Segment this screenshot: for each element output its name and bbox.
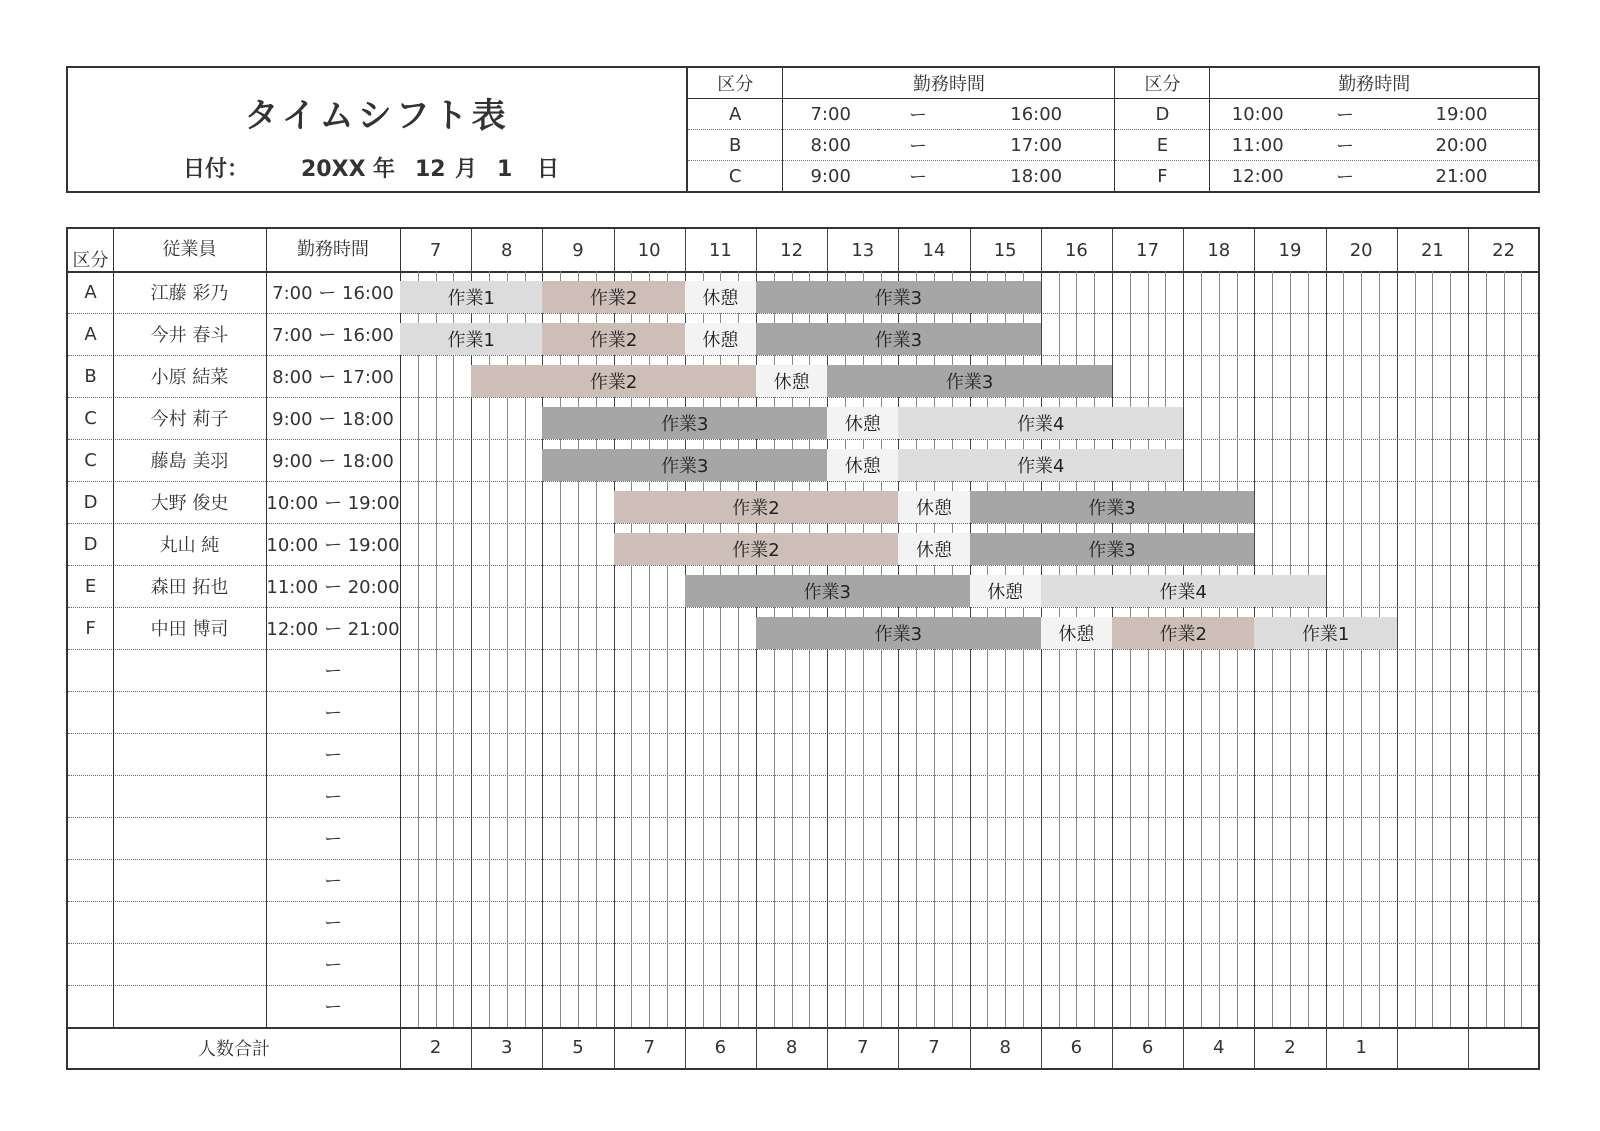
legend-end: 19:00 [1385, 99, 1538, 130]
column-header-employee: 従業員 [162, 239, 217, 260]
row-work-hours-empty: ー [324, 703, 342, 724]
legend-dash: ー [908, 167, 927, 188]
hour-label: 21 [1420, 239, 1444, 261]
quarter-hour-line [1486, 271, 1487, 1027]
quarter-hour-line [1201, 271, 1202, 1027]
row-category: A [84, 281, 97, 303]
shift-segment-bar[interactable]: 休憩 [756, 365, 827, 397]
shift-segment-bar[interactable]: 休憩 [898, 533, 969, 565]
shift-segment-bar[interactable]: 作業4 [898, 449, 1183, 481]
quarter-hour-line [1343, 271, 1344, 1027]
total-label: 人数合計 [198, 1038, 270, 1060]
legend-cat: F [1115, 161, 1210, 192]
shift-legend [688, 68, 1538, 191]
shift-segment-bar[interactable]: 作業3 [970, 533, 1255, 565]
legend-cat: E [1115, 130, 1210, 161]
quarter-hour-line [1219, 271, 1220, 1027]
shift-segment-bar[interactable]: 作業3 [685, 575, 970, 607]
shift-segment-bar[interactable]: 休憩 [1041, 617, 1112, 649]
legend-header-hours: 勤務時間 [783, 68, 1115, 99]
hour-line [1397, 229, 1398, 1068]
quarter-hour-line [1504, 271, 1505, 1027]
row-work-hours: 10:00 ー 19:00 [266, 493, 400, 514]
row-category: C [84, 407, 97, 429]
quarter-hour-line [1290, 271, 1291, 1027]
legend-start: 7:00 [783, 99, 878, 130]
quarter-hour-line [1521, 271, 1522, 1027]
quarter-hour-line [1432, 271, 1433, 1027]
shift-segment-bar[interactable]: 作業2 [471, 365, 756, 397]
shift-segment-bar[interactable]: 作業3 [827, 365, 1112, 397]
hour-label: 11 [708, 239, 732, 261]
legend-row [688, 99, 1538, 130]
quarter-hour-line [1415, 271, 1416, 1027]
total-count: 2 [429, 1037, 442, 1058]
shift-segment-bar[interactable]: 休憩 [898, 491, 969, 523]
shift-segment-bar[interactable]: 作業3 [970, 491, 1255, 523]
shift-segment-bar[interactable]: 休憩 [685, 323, 756, 355]
row-employee-name: 今村 莉子 [150, 409, 229, 430]
legend-cat: D [1115, 99, 1210, 130]
shift-segment-bar[interactable]: 作業3 [542, 407, 827, 439]
hour-line [1468, 229, 1469, 1068]
shift-segment-bar[interactable]: 休憩 [827, 407, 898, 439]
row-work-hours-empty: ー [324, 829, 342, 850]
legend-dash: ー [1335, 167, 1354, 188]
hour-label: 22 [1492, 239, 1516, 261]
hour-label: 8 [501, 239, 513, 261]
hour-label: 15 [993, 239, 1017, 261]
row-work-hours-empty: ー [324, 871, 342, 892]
row-work-hours: 10:00 ー 19:00 [266, 535, 400, 556]
shift-segment-bar[interactable]: 作業2 [542, 281, 684, 313]
shift-segment-bar[interactable]: 作業1 [400, 323, 542, 355]
quarter-hour-line [1165, 271, 1166, 1027]
total-count: 4 [1213, 1037, 1225, 1058]
legend-end: 16:00 [958, 99, 1115, 130]
total-count: 8 [785, 1037, 798, 1058]
quarter-hour-line [436, 271, 437, 1027]
shift-segment-bar[interactable]: 作業1 [1254, 617, 1396, 649]
legend-end: 18:00 [958, 161, 1115, 192]
total-count: 6 [714, 1037, 727, 1058]
legend-cat: A [688, 99, 783, 130]
row-work-hours: 7:00 ー 16:00 [272, 283, 394, 304]
quarter-hour-line [453, 271, 454, 1027]
row-category: D [83, 491, 98, 513]
hour-label: 10 [637, 239, 661, 261]
legend-header-category: 区分 [688, 68, 783, 99]
legend-start: 10:00 [1210, 99, 1305, 130]
quarter-hour-line [1450, 271, 1451, 1027]
row-employee-name: 小原 結菜 [150, 367, 229, 388]
row-work-hours: 12:00 ー 21:00 [266, 619, 400, 640]
shift-segment-bar[interactable]: 作業2 [542, 323, 684, 355]
date-label: 日付： [183, 157, 250, 182]
total-count: 6 [1141, 1037, 1154, 1058]
legend-start: 11:00 [1210, 130, 1305, 161]
row-category: B [84, 365, 97, 387]
shift-segment-bar[interactable]: 作業3 [756, 323, 1041, 355]
row-employee-name: 藤島 美羽 [150, 451, 229, 472]
row-employee-name: 大野 俊史 [150, 493, 229, 514]
row-employee-name: 森田 拓也 [150, 577, 229, 598]
legend-row [688, 161, 1538, 192]
legend-row [688, 130, 1538, 161]
shift-segment-bar[interactable]: 作業3 [756, 281, 1041, 313]
total-count: 7 [857, 1037, 869, 1058]
row-category: E [84, 575, 97, 597]
shift-segment-bar[interactable]: 休憩 [685, 281, 756, 313]
shift-segment-bar[interactable]: 作業2 [1112, 617, 1254, 649]
shift-segment-bar[interactable]: 休憩 [827, 449, 898, 481]
row-work-hours: 9:00 ー 18:00 [272, 451, 394, 472]
row-work-hours: 8:00 ー 17:00 [272, 367, 394, 388]
header-block [66, 66, 1540, 193]
row-category: A [84, 323, 97, 345]
row-work-hours: 11:00 ー 20:00 [266, 577, 400, 598]
legend-start: 12:00 [1231, 165, 1284, 187]
date-month-unit: 月 [455, 157, 478, 182]
row-work-hours-empty: ー [324, 955, 342, 976]
total-count: 7 [928, 1037, 940, 1058]
row-category: F [85, 617, 96, 639]
row-employee-name: 江藤 彩乃 [150, 283, 229, 304]
total-count: 7 [643, 1037, 655, 1058]
total-count [1468, 1027, 1539, 1068]
shift-legend-table [688, 68, 1538, 191]
row-employee-name: 丸山 純 [159, 535, 220, 556]
quarter-hour-line [1237, 271, 1238, 1027]
hour-label: 16 [1064, 239, 1088, 261]
quarter-hour-line [1308, 271, 1309, 1027]
legend-cat: B [688, 130, 783, 161]
quarter-hour-line [418, 271, 419, 1027]
row-category: D [83, 533, 98, 555]
legend-start: 8:00 [783, 130, 878, 161]
quarter-hour-line [1379, 271, 1380, 1027]
total-count: 1 [1355, 1037, 1367, 1058]
legend-header-category-2: 区分 [1115, 68, 1210, 99]
page-title: タイムシフト表 [244, 96, 510, 136]
row-work-hours-empty: ー [324, 661, 342, 682]
shift-segment-bar[interactable]: 作業3 [756, 617, 1041, 649]
hour-label: 17 [1136, 239, 1160, 261]
legend-end: 17:00 [958, 130, 1115, 161]
hour-label: 12 [780, 239, 804, 261]
hour-label: 14 [922, 239, 946, 261]
legend-start: 9:00 [810, 165, 851, 187]
quarter-hour-line [1361, 271, 1362, 1027]
legend-dash: ー [878, 130, 958, 161]
column-header-hours: 勤務時間 [297, 239, 369, 260]
shift-segment-bar[interactable]: 休憩 [970, 575, 1041, 607]
hour-label: 9 [572, 239, 584, 261]
shift-segment-bar[interactable]: 作業4 [898, 407, 1183, 439]
row-employee-name: 中田 博司 [150, 619, 229, 640]
shift-segment-bar[interactable]: 作業4 [1041, 575, 1326, 607]
legend-cat: C [688, 161, 783, 192]
row-work-hours: 9:00 ー 18:00 [272, 409, 394, 430]
quarter-hour-line [1130, 271, 1131, 1027]
row-work-hours: 7:00 ー 16:00 [272, 325, 394, 346]
total-count: 2 [1284, 1037, 1296, 1058]
date-year-unit: 年 [373, 157, 396, 182]
hour-label: 7 [429, 239, 442, 261]
total-count: 8 [999, 1037, 1011, 1058]
total-count: 5 [572, 1037, 584, 1058]
quarter-hour-line [1148, 271, 1149, 1027]
date-day: 1 [497, 157, 513, 182]
date-year: 20XX [301, 157, 366, 182]
date-day-unit: 日 [537, 157, 560, 182]
shift-segment-bar[interactable]: 作業2 [614, 533, 899, 565]
legend-end: 20:00 [1385, 130, 1538, 161]
column-header-category: 区分 [72, 250, 109, 271]
row-work-hours-empty: ー [324, 745, 342, 766]
shift-segment-bar[interactable]: 作業1 [400, 281, 542, 313]
row-work-hours-empty: ー [324, 997, 342, 1018]
legend-header-hours-2: 勤務時間 [1210, 68, 1538, 99]
date-row [183, 152, 579, 183]
total-count [1397, 1027, 1468, 1068]
legend-dash: ー [878, 99, 958, 130]
legend-dash: ー [1305, 130, 1385, 161]
legend-header-row [688, 68, 1538, 99]
row-employee-name: 今井 春斗 [150, 325, 229, 346]
quarter-hour-line [1272, 271, 1273, 1027]
shift-schedule-grid [66, 227, 1540, 1070]
row-category: C [84, 449, 97, 471]
hour-label: 13 [851, 239, 875, 261]
date-month: 12 [415, 157, 446, 182]
hour-label: 19 [1278, 239, 1302, 261]
hour-label: 18 [1207, 239, 1231, 261]
hour-label: 20 [1349, 239, 1373, 261]
shift-segment-bar[interactable]: 作業3 [542, 449, 827, 481]
total-count: 3 [501, 1037, 513, 1058]
row-work-hours-empty: ー [324, 787, 342, 808]
shift-segment-bar[interactable]: 作業2 [614, 491, 899, 523]
row-work-hours-empty: ー [324, 913, 342, 934]
legend-end: 21:00 [1435, 165, 1488, 187]
legend-dash: ー [1305, 99, 1385, 130]
title-cell [68, 68, 688, 191]
total-count: 6 [1070, 1037, 1083, 1058]
